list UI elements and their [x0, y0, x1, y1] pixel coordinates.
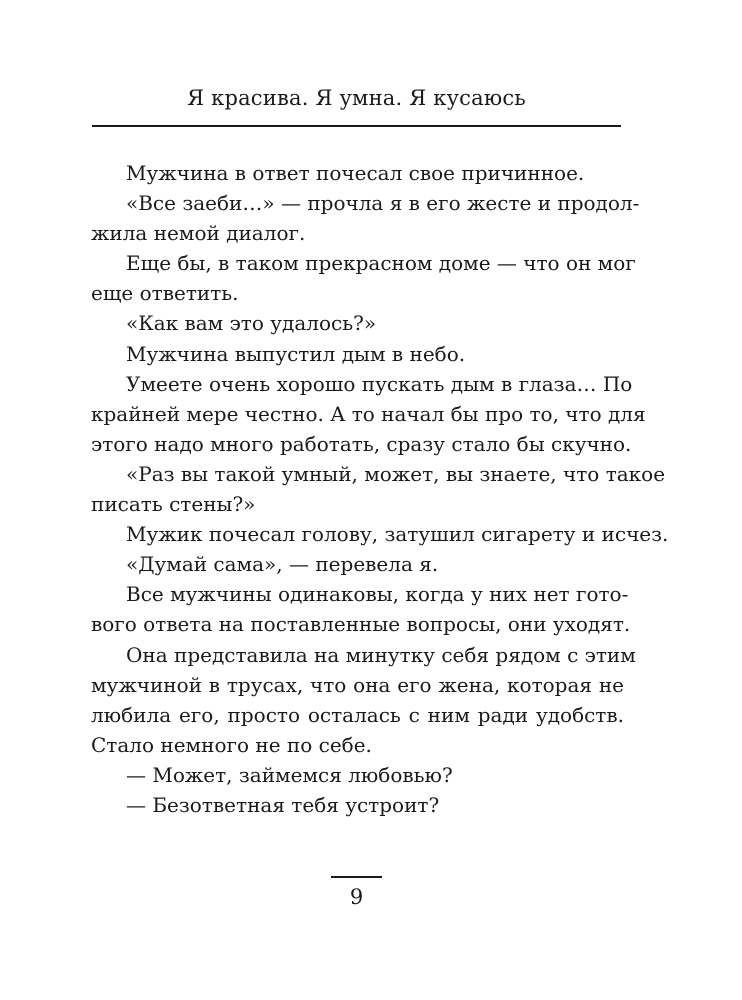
body-text: [91, 158, 669, 820]
text-line: «Как вам это удалось?»: [126, 311, 377, 336]
text-line: мужчиной в трусах, что она его жена, которая не: [91, 672, 624, 697]
text-line: Еще бы, в таком прекрасном доме — что он мог: [126, 251, 636, 276]
text-line: Мужчина в ответ почесал свое причинное.: [126, 161, 585, 185]
text-line: любила его, просто осталась с ним ради удобств.: [91, 702, 624, 727]
text-line: крайней мере честно. А то начал бы про то, что для: [91, 401, 646, 426]
text-line: жила немой диалог.: [91, 221, 306, 246]
text-line: — Может, займемся любовью?: [126, 762, 453, 787]
text-line: «Думай сама», — перевела я.: [126, 552, 439, 577]
text-line: Она представила на минутку себя рядом с этим: [126, 642, 636, 667]
text-line: — Безответная тебя устроит?: [126, 792, 440, 817]
header-rule: [92, 125, 621, 127]
text-line: «Раз вы такой умный, может, вы знаете, что такое: [126, 461, 666, 486]
text-line: Умеете очень хорошо пускать дым в глаза… По: [126, 371, 633, 396]
text-line: еще ответить.: [91, 281, 239, 306]
text-line: писать стены?»: [91, 492, 256, 517]
running-head: Я красива. Я умна. Я кусаюсь: [187, 86, 526, 110]
page-number-rule: [331, 876, 382, 878]
text-line: Все мужчины одинаковы, когда у них нет гото-: [126, 582, 629, 607]
text-line: Мужик почесал голову, затушил сигарету и исчез.: [126, 522, 669, 547]
text-line: вого ответа на поставленные вопросы, они уходят.: [91, 612, 631, 637]
text-line: этого надо много работать, сразу стало бы скучно.: [91, 431, 632, 456]
page-number: 9: [349, 885, 364, 909]
text-line: Мужчина выпустил дым в небо.: [126, 341, 466, 366]
text-line: Стало немного не по себе.: [91, 732, 372, 757]
text-line: «Все заеби…» — прочла я в его жесте и продол-: [126, 191, 640, 216]
